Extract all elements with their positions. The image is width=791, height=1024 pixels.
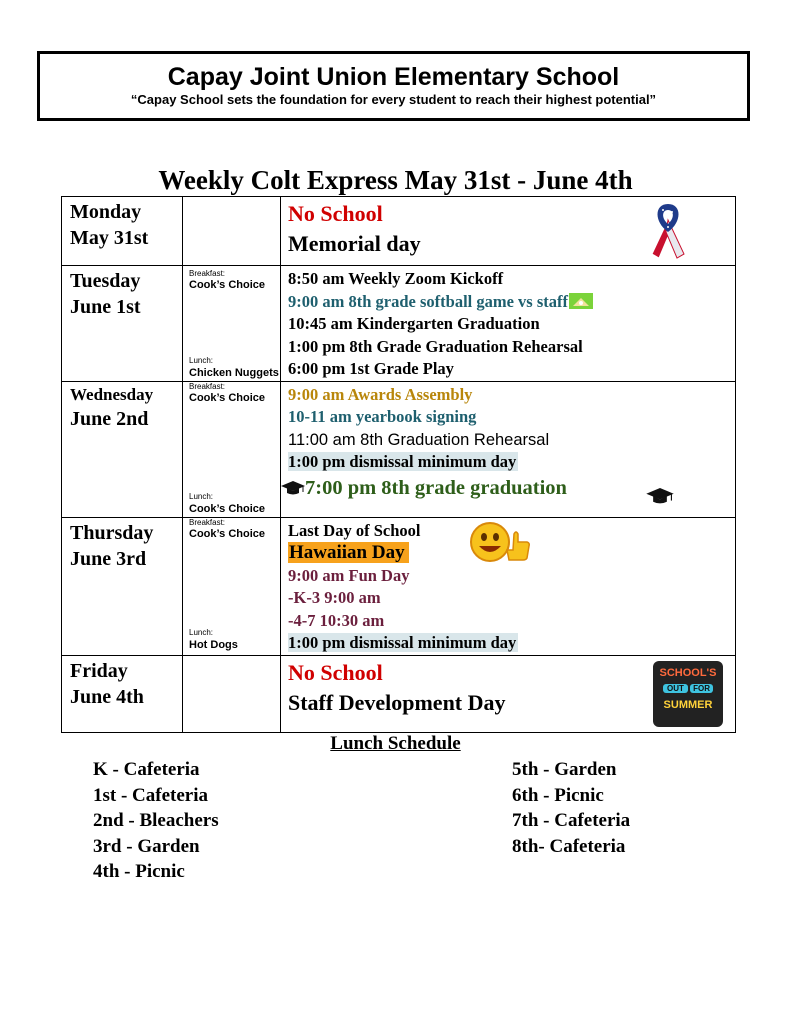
day-date: June 3rd [70,547,147,570]
breakfast-label: Breakfast: [189,381,226,391]
day-cell [62,197,183,266]
list-item: 5th - Garden [512,759,617,780]
thumbs-up-emoji-icon [469,520,531,564]
sign-text: SUMMER [663,698,713,711]
event-item: 9:00 am Fun Day [288,565,410,585]
day-cell [62,266,183,382]
event-item: 1:00 pm 8th Grade Graduation Rehearsal [288,336,583,356]
sign-text: OUT [663,684,688,693]
ribbon-icon [646,202,690,260]
lunch-schedule-title: Lunch Schedule [330,733,461,754]
event-text: 1:00 pm dismissal minimum day [288,633,517,652]
breakfast-value: Cook’s Choice [189,527,265,540]
breakfast-value: Cook’s Choice [189,279,265,291]
sign-text: SCHOOL'S [659,666,717,679]
day-cell [62,517,183,655]
event-item: No School [288,659,383,685]
table-row [62,655,736,732]
event-item: 11:00 am 8th Graduation Rehearsal [288,430,550,449]
lunch-label: Lunch: [189,355,214,365]
list-item: 4th - Picnic [93,861,185,882]
event-item: 6:00 pm 1st Grade Play [288,359,454,378]
event-item: No School [288,201,383,226]
day-name: Thursday [70,521,154,544]
list-item: 7th - Cafeteria [512,810,631,831]
list-item: 8th- Cafeteria [512,835,626,857]
events-cell [281,655,736,732]
list-item: 6th - Picnic [512,784,604,806]
events-cell [281,197,736,266]
table-row [62,197,736,266]
school-motto: “Capay School sets the foundation for every student to reach their highest potential” [130,92,657,107]
meal-cell [183,381,281,517]
breakfast-value: Cook’s Choice [189,391,265,404]
event-item: -K-3 9:00 am [288,588,381,607]
lunch-schedule-right [512,757,630,859]
event-item: 10-11 am yearbook signing [288,407,477,426]
day-name: Tuesday [70,270,141,292]
event-text: Hawaiian Day [288,542,409,563]
event-item [288,291,735,314]
breakfast-label: Breakfast: [189,517,226,527]
list-item: 1st - Cafeteria [93,784,209,806]
event-item: Staff Development Day [288,689,506,715]
lunch-value: Chicken Nuggets [189,366,279,379]
day-name: Monday [70,201,142,223]
day-name: Wednesday [70,384,154,404]
day-cell [62,381,183,517]
lunch-label: Lunch: [189,627,214,637]
day-date: June 2nd [70,407,149,430]
table-row [62,266,736,382]
list-item: 2nd - Bleachers [93,810,219,831]
events-cell [281,517,736,655]
meal-cell [183,517,281,655]
day-name: Friday [70,659,128,682]
day-date: May 31st [70,227,149,249]
header-box [37,51,750,121]
meal-cell [183,655,281,732]
lunch-label: Lunch: [189,491,214,501]
breakfast-label: Breakfast: [189,269,226,278]
events-cell [281,266,736,382]
event-text: 9:00 am 8th grade softball game vs staff [288,291,569,311]
event-item: Memorial day [288,231,421,256]
sign-text: FOR [690,684,713,693]
lunch-value: Hot Dogs [189,638,238,651]
day-cell [62,655,183,732]
lunch-value: Cook’s Choice [189,502,265,515]
meal-cell [183,266,281,382]
event-text: 7:00 pm 8th grade graduation [305,476,567,499]
weekly-schedule-table [61,196,736,733]
page-title: Weekly Colt Express May 31st - June 4th [158,165,633,195]
table-row [62,381,736,517]
graduation-cap-icon [281,481,305,495]
events-cell [281,381,736,517]
event-item: Last Day of School [288,520,421,540]
table-row [62,517,736,655]
day-date: June 1st [70,296,141,318]
event-item: 9:00 am Awards Assembly [288,384,473,404]
event-item [288,632,735,655]
day-date: June 4th [70,685,144,708]
softball-field-icon [569,293,593,309]
school-name: Capay Joint Union Elementary School [167,63,620,91]
schools-out-sign [653,661,723,727]
meal-cell [183,197,281,266]
event-item: -4-7 10:30 am [288,610,385,630]
event-item [288,451,735,474]
graduation-cap-icon [645,488,675,504]
event-item: 8:50 am Weekly Zoom Kickoff [288,269,504,288]
event-text: 1:00 pm dismissal minimum day [288,452,517,471]
lunch-schedule-left [93,757,219,885]
list-item: 3rd - Garden [93,835,200,857]
event-item: 10:45 am Kindergarten Graduation [288,314,540,333]
list-item: K - Cafeteria [93,759,200,780]
